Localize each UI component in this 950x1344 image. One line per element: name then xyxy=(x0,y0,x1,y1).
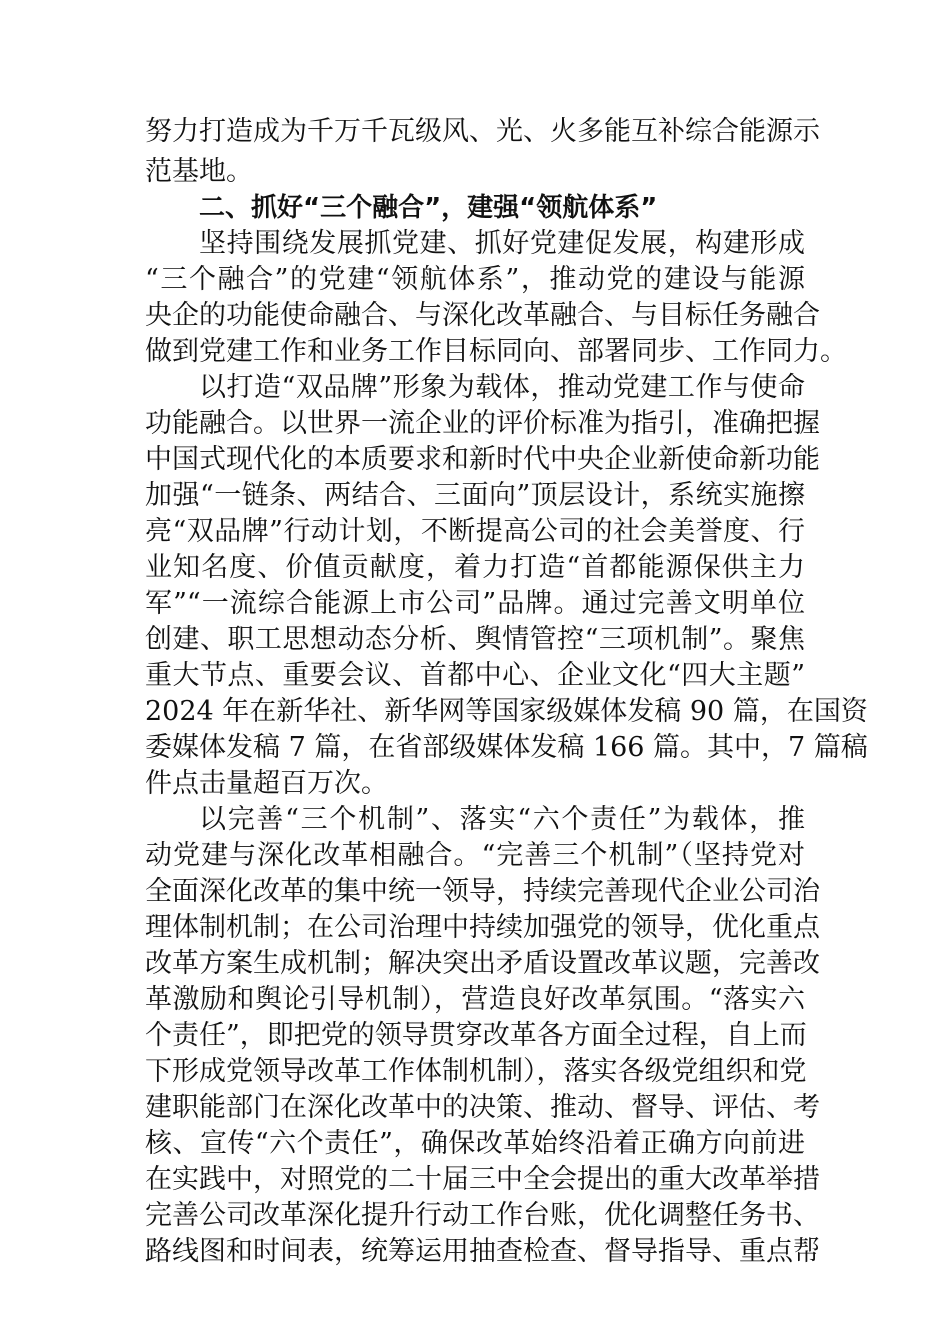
text-line: 努力打造成为千万千瓦级风、光、火多能互补综合能源示 xyxy=(145,116,820,147)
text-line: 以打造“双品牌”形象为载体，推动党建工作与使命 xyxy=(199,372,805,403)
text-line: 做到党建工作和业务工作目标同向、部署同步、工作同力。 xyxy=(145,336,847,367)
text-line: 中国式现代化的本质要求和新时代中央企业新使命新功能 xyxy=(145,444,820,475)
text-line: 军”“一流综合能源上市公司”品牌。通过完善文明单位 xyxy=(145,588,805,619)
text-line: 全面深化改革的集中统一领导，持续完善现代企业公司治 xyxy=(145,876,820,907)
text-line: 亮“双品牌”行动计划，不断提高公司的社会美誉度、行 xyxy=(145,516,805,547)
text-line: 功能融合。以世界一流企业的评价标准为指引，准确把握 xyxy=(145,408,820,439)
text-line: 理体制机制；在公司治理中持续加强党的领导，优化重点 xyxy=(145,912,820,943)
text-line: 委媒体发稿 7 篇，在省部级媒体发稿 166 篇。其中，7 篇稿 xyxy=(145,732,868,763)
text-line: 以完善“三个机制”、落实“六个责任”为载体，推 xyxy=(199,804,805,835)
text-line: 在实践中，对照党的二十届三中全会提出的重大改革举措 xyxy=(145,1164,820,1195)
text-line: 建职能部门在深化改革中的决策、推动、督导、评估、考 xyxy=(145,1092,820,1123)
text-line: 路线图和时间表，统筹运用抽查检查、督导指导、重点帮 xyxy=(145,1236,820,1267)
text-line: 个责任”，即把党的领导贯穿改革各方面全过程，自上而 xyxy=(145,1020,807,1051)
text-line: 革激励和舆论引导机制），营造良好改革氛围。“落实六 xyxy=(145,984,805,1015)
text-line: “三个融合”的党建“领航体系”，推动党的建设与能源 xyxy=(145,264,805,295)
text-line: 核、宣传“六个责任”，确保改革始终沿着正确方向前进 xyxy=(145,1128,805,1159)
text-line: 央企的功能使命融合、与深化改革融合、与目标任务融合 xyxy=(145,300,820,331)
text-line: 动党建与深化改革相融合。“完善三个机制”（坚持党对 xyxy=(145,840,805,871)
text-line: 业知名度、价值贡献度，着力打造“首都能源保供主力 xyxy=(145,552,805,583)
text-line: 改革方案生成机制；解决突出矛盾设置改革议题，完善改 xyxy=(145,948,820,979)
text-line: 坚持围绕发展抓党建、抓好党建促发展，构建形成 xyxy=(199,228,805,259)
text-line: 创建、职工思想动态分析、舆情管控“三项机制”。聚焦 xyxy=(145,624,805,655)
text-line: 重大节点、重要会议、首都中心、企业文化“四大主题” xyxy=(145,660,805,691)
text-line: 完善公司改革深化提升行动工作台账，优化调整任务书、 xyxy=(145,1200,820,1231)
text-line: 加强“一链条、两结合、三面向”顶层设计，系统实施擦 xyxy=(145,480,805,511)
text-line: 2024 年在新华社、新华网等国家级媒体发稿 90 篇，在国资 xyxy=(145,696,868,727)
text-line: 件点击量超百万次。 xyxy=(145,768,388,799)
text-line: 范基地。 xyxy=(145,156,253,187)
section-heading: 二、抓好“三个融合”，建强“领航体系” xyxy=(199,193,658,223)
text-line: 下形成党领导改革工作体制机制），落实各级党组织和党 xyxy=(145,1056,807,1087)
